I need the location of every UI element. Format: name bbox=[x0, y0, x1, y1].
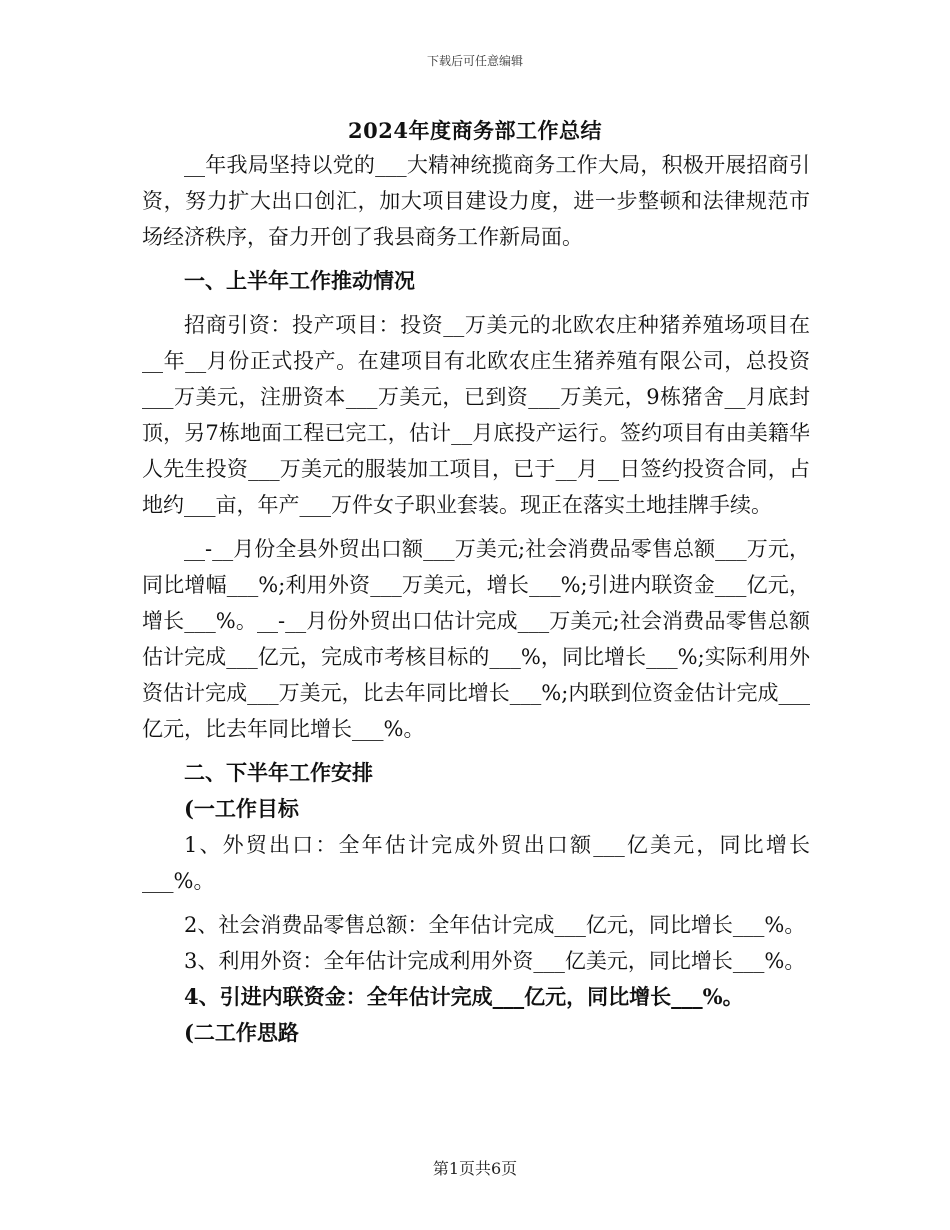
statistics-paragraph: __-__月份全县外贸出口额___万美元;社会消费品零售总额___万元，同比增幅___%;利用外资___万美元，增长___%;引进内联资金___亿元，增长___%。__-__月份外贸出口估计完成___万美元;社会消费品零售总额估计完成___亿元，完成市考核目标的___%，同比增长___%;实际利用外资估计完成___万美元，比去年同比增长___%;内联到位资金估计完成___亿元，比去年同比增长___%。 bbox=[142, 537, 810, 741]
goal-item-2: 2、社会消费品零售总额：全年估计完成___亿元，同比增长___%。 bbox=[184, 913, 806, 937]
section-heading-2: 二、下半年工作安排 bbox=[184, 760, 373, 785]
header-note: 下载后可任意编辑 bbox=[426, 54, 523, 68]
investment-paragraph: 招商引资：投产项目：投资__万美元的北欧农庄种猪养殖场项目在__年__月份正式投产。在建项目有北欧农庄生猪养殖有限公司，总投资___万美元，注册资本___万美元，已到资___万美元，9栋猪舍__月底封顶，另7栋地面工程已完工，估计__月底投产运行。签约项目有由美籍华人先生投资___万美元的服装加工项目，已于__月__日签约投资合同，占地约___亩，年产___万件女子职业套装。现正在落实土地挂牌手续。 bbox=[142, 313, 810, 517]
document-body bbox=[142, 147, 810, 1051]
section-heading-1: 一、上半年工作推动情况 bbox=[184, 268, 415, 293]
subheading-goals: (一工作目标 bbox=[184, 796, 299, 821]
document-title: 2024年度商务部工作总结 bbox=[348, 118, 602, 143]
intro-paragraph: __年我局坚持以党的___大精神统揽商务工作大局，积极开展招商引资，努力扩大出口创汇，加大项目建设力度，进一步整顿和法律规范市场经济秩序，奋力开创了我县商务工作新局面。 bbox=[142, 153, 810, 249]
page-footer: 第1页共6页 bbox=[432, 1159, 518, 1178]
goal-item-1: 1、外贸出口：全年估计完成外贸出口额___亿美元，同比增长___%。 bbox=[142, 833, 810, 893]
subheading-approach: (二工作思路 bbox=[184, 1020, 299, 1045]
goal-item-3: 3、利用外资：全年估计完成利用外资___亿美元，同比增长___%。 bbox=[184, 949, 806, 973]
goal-item-4: 4、引进内联资金：全年估计完成___亿元，同比增长___%。 bbox=[184, 984, 744, 1009]
